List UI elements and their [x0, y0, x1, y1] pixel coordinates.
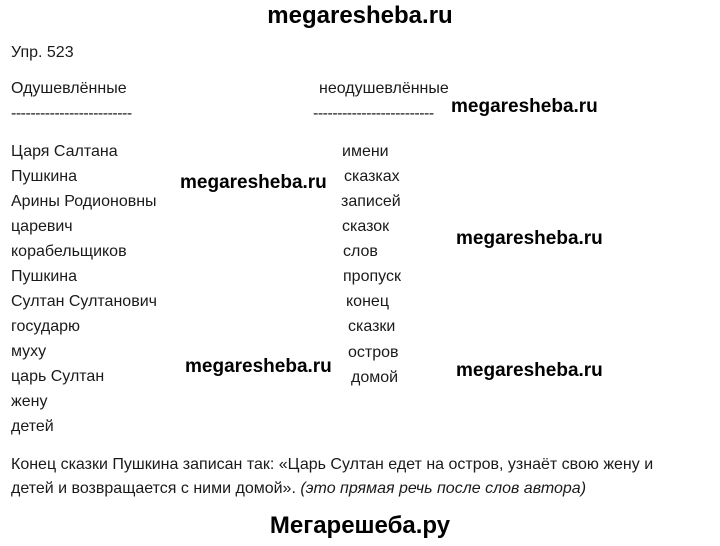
- exercise-title: Упр. 523: [11, 44, 74, 61]
- conclusion-line-2: [11, 480, 586, 498]
- header-animate: Одушевлённые: [11, 80, 127, 97]
- list-item: слов: [343, 243, 378, 260]
- list-item: сказках: [344, 168, 400, 185]
- conclusion-line-1: Конец сказки Пушкина записан так: «Царь Султан едет на остров, узнаёт свою жену и: [11, 456, 654, 473]
- list-item: Пушкина: [11, 168, 78, 185]
- list-item: конец: [346, 293, 389, 310]
- watermark-top: megaresheba.ru: [267, 2, 453, 29]
- list-item: жену: [11, 393, 48, 410]
- divider-left: -------------------------: [11, 105, 132, 122]
- watermark-2: megaresheba.ru: [451, 96, 598, 117]
- list-item: детей: [11, 418, 54, 435]
- list-item: сказки: [348, 318, 396, 335]
- list-item: государю: [11, 318, 80, 335]
- conclusion-note: (это прямая речь после слов автора): [300, 480, 587, 497]
- list-item: царь Султан: [11, 368, 105, 385]
- list-item: Царя Салтана: [11, 143, 118, 160]
- list-item: домой: [351, 369, 399, 386]
- list-item: сказок: [342, 218, 390, 235]
- watermark-6: megaresheba.ru: [456, 360, 603, 381]
- list-item: Султан Султанович: [11, 293, 157, 310]
- list-item: записей: [341, 193, 401, 210]
- header-inanimate: неодушевлённые: [319, 80, 449, 97]
- list-item: корабельщиков: [11, 243, 127, 260]
- divider-right: -------------------------: [313, 105, 434, 122]
- watermark-5: megaresheba.ru: [185, 356, 332, 377]
- conclusion-text: детей и возвращается с ними домой».: [11, 480, 296, 497]
- watermark-3: megaresheba.ru: [180, 172, 327, 193]
- list-item: муху: [11, 343, 47, 360]
- watermark-4: megaresheba.ru: [456, 228, 603, 249]
- list-item: Арины Родионовны: [11, 193, 157, 210]
- list-item: имени: [342, 143, 389, 160]
- watermark-bottom: Мегарешеба.ру: [269, 512, 451, 539]
- list-item: Пушкина: [11, 268, 78, 285]
- list-item: пропуск: [343, 268, 401, 285]
- animate-list: [11, 139, 157, 439]
- list-item: царевич: [11, 218, 73, 235]
- list-item: остров: [348, 344, 399, 361]
